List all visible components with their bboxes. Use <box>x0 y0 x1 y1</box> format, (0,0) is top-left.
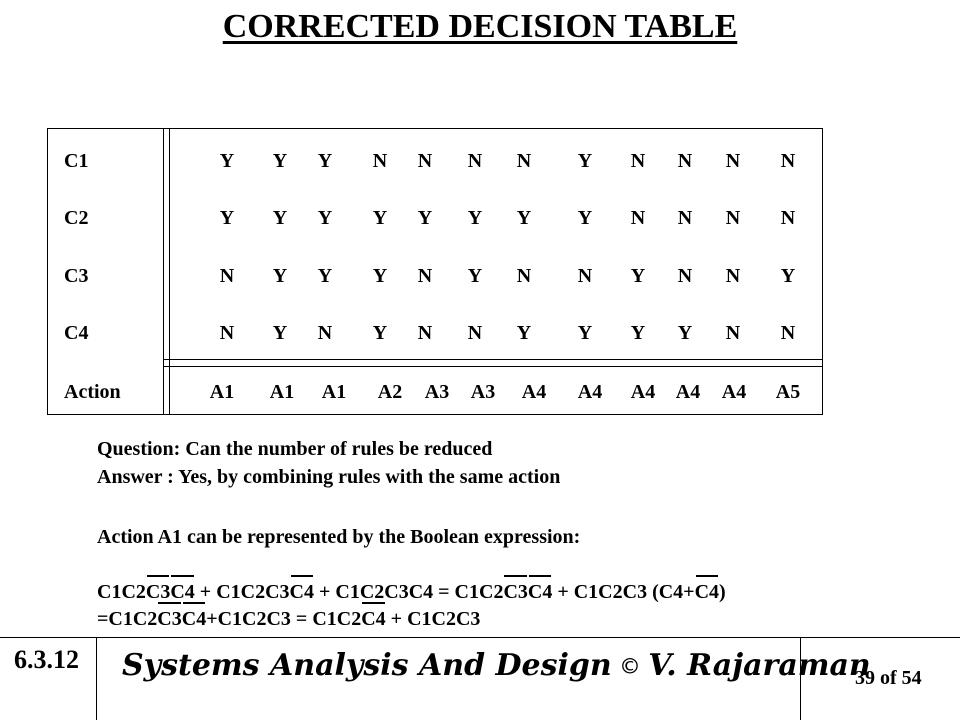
table-cell: N <box>677 150 693 172</box>
table-cell: Y <box>780 265 796 287</box>
footer-divider-left <box>96 637 97 720</box>
action-cell: A4 <box>630 381 656 403</box>
table-cell: N <box>780 207 796 229</box>
table-cell: N <box>780 150 796 172</box>
row-label: C4 <box>64 322 89 344</box>
question-text: Question: Can the number of rules be reduced <box>97 438 493 460</box>
table-cell: Y <box>317 150 333 172</box>
table-cell: N <box>725 207 741 229</box>
table-cell: Y <box>219 150 235 172</box>
author-name: V. Rajaraman <box>648 648 871 683</box>
action-cell: A3 <box>424 381 450 403</box>
row-label: C3 <box>64 265 89 287</box>
table-cell: N <box>417 322 433 344</box>
action-cell: A1 <box>209 381 235 403</box>
row-label: C1 <box>64 150 89 172</box>
action-cell: A4 <box>721 381 747 403</box>
eq1-overbar-term: C4 <box>289 581 314 603</box>
copyright-symbol: © <box>622 652 638 682</box>
table-cell: Y <box>272 150 288 172</box>
table-cell: N <box>417 265 433 287</box>
eq2-overbar-term: C4 <box>361 608 386 630</box>
table-cell: N <box>516 150 532 172</box>
table-cell: Y <box>467 207 483 229</box>
table-cell: N <box>725 322 741 344</box>
eq1-overbar-term: C4 <box>694 581 720 603</box>
table-cell: Y <box>417 207 433 229</box>
table-cell: N <box>725 265 741 287</box>
table-cell: N <box>372 150 388 172</box>
boolean-intro: Action A1 can be represented by the Boolean expression: <box>97 526 581 548</box>
table-cell: N <box>317 322 333 344</box>
table-cell: Y <box>372 207 388 229</box>
action-cell: A1 <box>321 381 347 403</box>
action-cell: A2 <box>377 381 403 403</box>
table-cell: N <box>630 207 646 229</box>
action-separator-1 <box>163 359 823 360</box>
eq1-term: ) <box>719 581 726 603</box>
table-cell: Y <box>577 150 593 172</box>
table-cell: Y <box>272 207 288 229</box>
eq1-overbar-term: C4 <box>170 581 195 603</box>
eq2-overbar-term: C3 <box>157 608 182 630</box>
table-cell: N <box>677 265 693 287</box>
action-cell: A4 <box>577 381 603 403</box>
table-cell: Y <box>317 207 333 229</box>
table-cell: Y <box>219 207 235 229</box>
eq2-term: +C1C2C3 = C1C2 <box>206 608 362 630</box>
action-cell: A4 <box>521 381 547 403</box>
table-cell: Y <box>630 265 646 287</box>
eq1-term: + C1C2C3C4 = C1C2 <box>313 581 504 603</box>
row-label: C2 <box>64 207 89 229</box>
eq2-term: + C1C2C3 <box>385 608 481 630</box>
eq1-term: C1C2 <box>97 581 146 603</box>
page-number: 39 of 54 <box>855 667 922 689</box>
table-cell: Y <box>317 265 333 287</box>
action-cell: A3 <box>470 381 496 403</box>
table-cell: N <box>577 265 593 287</box>
table-cell: Y <box>677 322 693 344</box>
action-cell: A5 <box>775 381 801 403</box>
course-credit <box>122 648 871 683</box>
table-cell: Y <box>467 265 483 287</box>
eq1-overbar-term: C3 <box>145 581 171 603</box>
course-title: Systems Analysis And Design <box>122 648 612 683</box>
action-cell: A1 <box>269 381 295 403</box>
eq1-term: + C1C2C3 (C4+ <box>552 581 695 603</box>
table-cell: N <box>467 322 483 344</box>
page-title: CORRECTED DECISION TABLE <box>222 8 738 45</box>
table-divider-2 <box>169 128 170 415</box>
table-cell: Y <box>372 322 388 344</box>
table-cell: N <box>219 322 235 344</box>
table-divider-1 <box>163 128 164 415</box>
action-row-label: Action <box>64 381 121 403</box>
table-cell: Y <box>577 322 593 344</box>
table-cell: N <box>725 150 741 172</box>
table-cell: Y <box>272 322 288 344</box>
action-cell: A4 <box>675 381 701 403</box>
eq1-term: + C1C2C3 <box>194 581 290 603</box>
eq1-overbar-term: C4 <box>527 581 553 603</box>
table-cell: Y <box>516 322 532 344</box>
table-cell: N <box>516 265 532 287</box>
table-cell: N <box>467 150 483 172</box>
table-cell: N <box>630 150 646 172</box>
table-cell: Y <box>516 207 532 229</box>
action-separator-2 <box>163 366 823 367</box>
table-cell: N <box>417 150 433 172</box>
eq2-overbar-term: C4 <box>181 608 207 630</box>
equation-line-2 <box>97 607 480 631</box>
answer-text: Answer : Yes, by combining rules with the same action <box>97 466 561 488</box>
eq2-term: =C1C2 <box>97 608 158 630</box>
footer-divider <box>0 637 960 638</box>
equation-line-1 <box>97 580 726 604</box>
table-cell: N <box>219 265 235 287</box>
table-cell: Y <box>372 265 388 287</box>
table-cell: Y <box>577 207 593 229</box>
section-number: 6.3.12 <box>14 645 79 674</box>
table-cell: Y <box>630 322 646 344</box>
table-cell: Y <box>272 265 288 287</box>
eq1-overbar-term: C3 <box>503 581 528 603</box>
table-cell: N <box>780 322 796 344</box>
table-cell: N <box>677 207 693 229</box>
